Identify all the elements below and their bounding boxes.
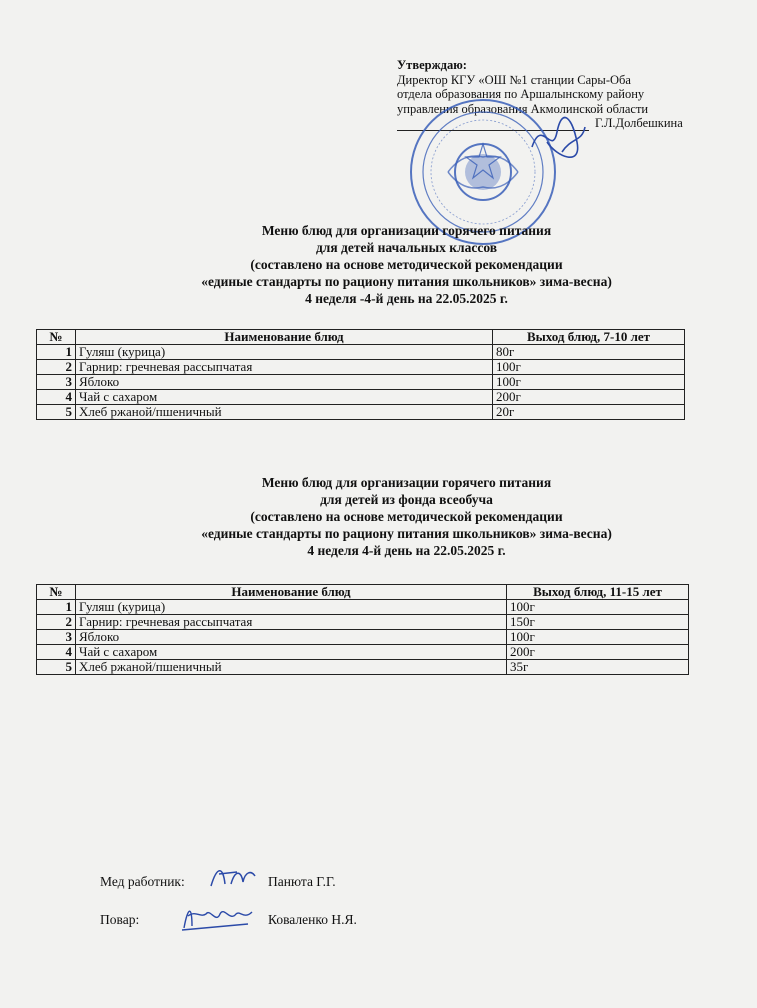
portion: 100г [507, 630, 689, 645]
dish-name: Яблоко [76, 630, 507, 645]
header-portion: Выход блюд, 11-15 лет [507, 585, 689, 600]
table-row [37, 345, 685, 360]
dish-name: Чай с сахаром [76, 645, 507, 660]
menu1-title-line-4: «единые стандарты по рациону питания школьников» зима-весна) [201, 274, 612, 289]
table-header-row [37, 330, 685, 345]
table-row [37, 630, 689, 645]
medic-name: Панюта Г.Г. [268, 874, 336, 889]
portion: 100г [507, 600, 689, 615]
cook-name: Коваленко Н.Я. [268, 912, 357, 927]
dish-name: Яблоко [76, 375, 493, 390]
menu1-title-block [100, 222, 713, 307]
dish-name: Гарнир: гречневая рассыпчатая [76, 360, 493, 375]
medic-signature-icon [207, 862, 257, 892]
row-number: 3 [37, 630, 76, 645]
medic-signature-line [100, 874, 336, 890]
medic-label: Мед работник: [100, 874, 185, 889]
menu1-title-line-2: для детей начальных классов [315, 240, 498, 255]
row-number: 1 [37, 345, 76, 360]
portion: 20г [493, 405, 685, 420]
portion: 35г [507, 660, 689, 675]
portion: 100г [493, 360, 685, 375]
header-dish-name: Наименование блюд [76, 585, 507, 600]
row-number: 2 [37, 615, 76, 630]
header-number: № [37, 330, 76, 345]
menu2-title-line-2: для детей из фонда всеобуча [320, 492, 493, 507]
portion: 200г [493, 390, 685, 405]
table-row [37, 645, 689, 660]
menu2-title-block [100, 474, 713, 559]
row-number: 5 [37, 660, 76, 675]
dish-name: Хлеб ржаной/пшеничный [76, 405, 493, 420]
director-signature-icon [527, 112, 587, 162]
approval-signer: Г.Л.Долбешкина [595, 116, 683, 130]
portion: 80г [493, 345, 685, 360]
table-row [37, 660, 689, 675]
menu1-table [36, 329, 685, 420]
row-number: 5 [37, 405, 76, 420]
dish-name: Гуляш (курица) [76, 600, 507, 615]
header-dish-name: Наименование блюд [76, 330, 493, 345]
table-header-row [37, 585, 689, 600]
row-number: 2 [37, 360, 76, 375]
portion: 100г [493, 375, 685, 390]
table-row [37, 375, 685, 390]
approval-line-2: отдела образования по Аршалынскому району [397, 87, 645, 101]
menu2-table [36, 584, 689, 675]
dish-name: Чай с сахаром [76, 390, 493, 405]
menu2-title-line-4: «единые стандарты по рациону питания школьников» зима-весна) [201, 526, 612, 541]
table-row [37, 600, 689, 615]
table-row [37, 405, 685, 420]
menu1-title-line-1: Меню блюд для организации горячего питания [261, 223, 552, 238]
approval-line-3: управления образования Акмолинской области [397, 101, 649, 116]
approval-line-1: Директор КГУ «ОШ №1 станции Сары-Оба [397, 72, 631, 87]
approval-heading: Утверждаю: [397, 58, 467, 72]
menu2-title-line-5: 4 неделя 4-й день на 22.05.2025 г. [307, 543, 506, 558]
portion: 200г [507, 645, 689, 660]
table-row [37, 615, 689, 630]
portion: 150г [507, 615, 689, 630]
header-number: № [37, 585, 76, 600]
row-number: 3 [37, 375, 76, 390]
cook-signature-icon [178, 900, 258, 934]
menu1-title-line-5: 4 неделя -4-й день на 22.05.2025 г. [305, 291, 508, 306]
cook-signature-line [100, 912, 357, 928]
cook-label: Повар: [100, 912, 140, 927]
menu2-title-line-1: Меню блюд для организации горячего питания [261, 475, 552, 490]
menu1-title-line-3: (составлено на основе методической рекомендации [250, 257, 563, 272]
dish-name: Гуляш (курица) [76, 345, 493, 360]
table-row [37, 360, 685, 375]
dish-name: Хлеб ржаной/пшеничный [76, 660, 507, 675]
table-row [37, 390, 685, 405]
row-number: 4 [37, 645, 76, 660]
row-number: 4 [37, 390, 76, 405]
menu2-title-line-3: (составлено на основе методической рекомендации [250, 509, 563, 524]
row-number: 1 [37, 600, 76, 615]
header-portion: Выход блюд, 7-10 лет [493, 330, 685, 345]
dish-name: Гарнир: гречневая рассыпчатая [76, 615, 507, 630]
